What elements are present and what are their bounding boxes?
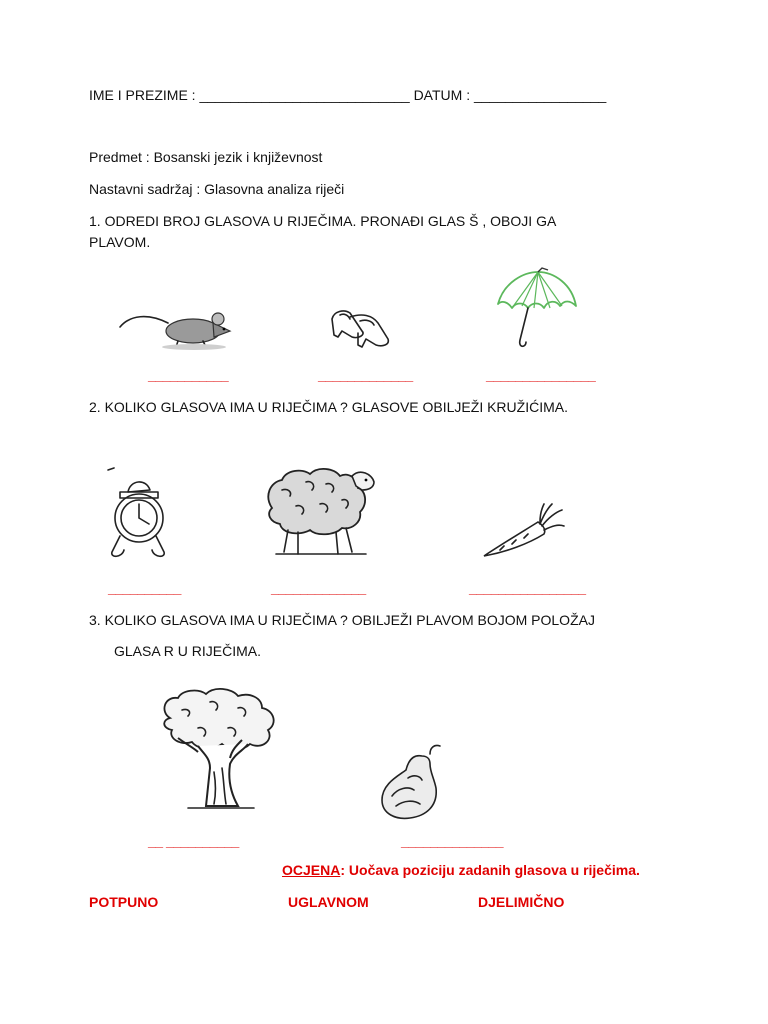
- carrot-icon: [482, 500, 566, 562]
- grade-level-mostly: UGLAVNOM: [288, 894, 369, 910]
- sheep-icon: [262, 460, 378, 558]
- task1-answer-mouse[interactable]: ___________: [148, 367, 229, 383]
- grading-line: [282, 861, 640, 879]
- task1-instruction-cont: PLAVOM.: [89, 234, 151, 250]
- task2-instruction: 2. KOLIKO GLASOVA IMA U RIJEČIMA ? GLASOVE OBILJEŽI KRUŽIĆIMA.: [89, 399, 568, 415]
- grading-text: : Uočava poziciju zadanih glasova u riječima.: [340, 862, 640, 878]
- mouse-icon: [118, 305, 238, 353]
- shoes-icon: [328, 305, 392, 351]
- task1-answer-shoes[interactable]: _____________: [318, 367, 413, 383]
- grading-label: OCJENA: [282, 862, 341, 878]
- pear-icon: [378, 744, 450, 820]
- task3-instruction: 3. KOLIKO GLASOVA IMA U RIJEČIMA ? OBILJEŽI PLAVOM BOJOM POLOŽAJ: [89, 612, 595, 628]
- task3-instruction-cont: GLASA R U RIJEČIMA.: [114, 643, 262, 659]
- subject-line: Predmet : Bosanski jezik i književnost: [89, 149, 323, 165]
- task2-answer-carrot[interactable]: ________________: [469, 580, 586, 596]
- name-date-line: IME I PREZIME : ___________________________ DATUM : _________________: [89, 87, 607, 103]
- task2-answer-clock[interactable]: __________: [108, 580, 181, 596]
- grade-level-full: POTPUNO: [89, 894, 159, 910]
- alarm-clock-icon: [106, 466, 172, 560]
- grade-level-partial: DJELIMIČNO: [478, 894, 565, 910]
- content-line: Nastavni sadržaj : Glasovna analiza riječi: [89, 181, 345, 197]
- task1-answer-umbrella[interactable]: _______________: [486, 367, 596, 383]
- tree-icon: [158, 688, 280, 816]
- umbrella-icon: [494, 266, 580, 352]
- task1-instruction: 1. ODREDI BROJ GLASOVA U RIJEČIMA. PRONAĐI GLAS Š , OBOJI GA: [89, 213, 557, 229]
- task3-answer-tree[interactable]: __ __________: [148, 833, 239, 849]
- task3-answer-pear[interactable]: ______________: [401, 833, 504, 849]
- task2-answer-sheep[interactable]: _____________: [271, 580, 366, 596]
